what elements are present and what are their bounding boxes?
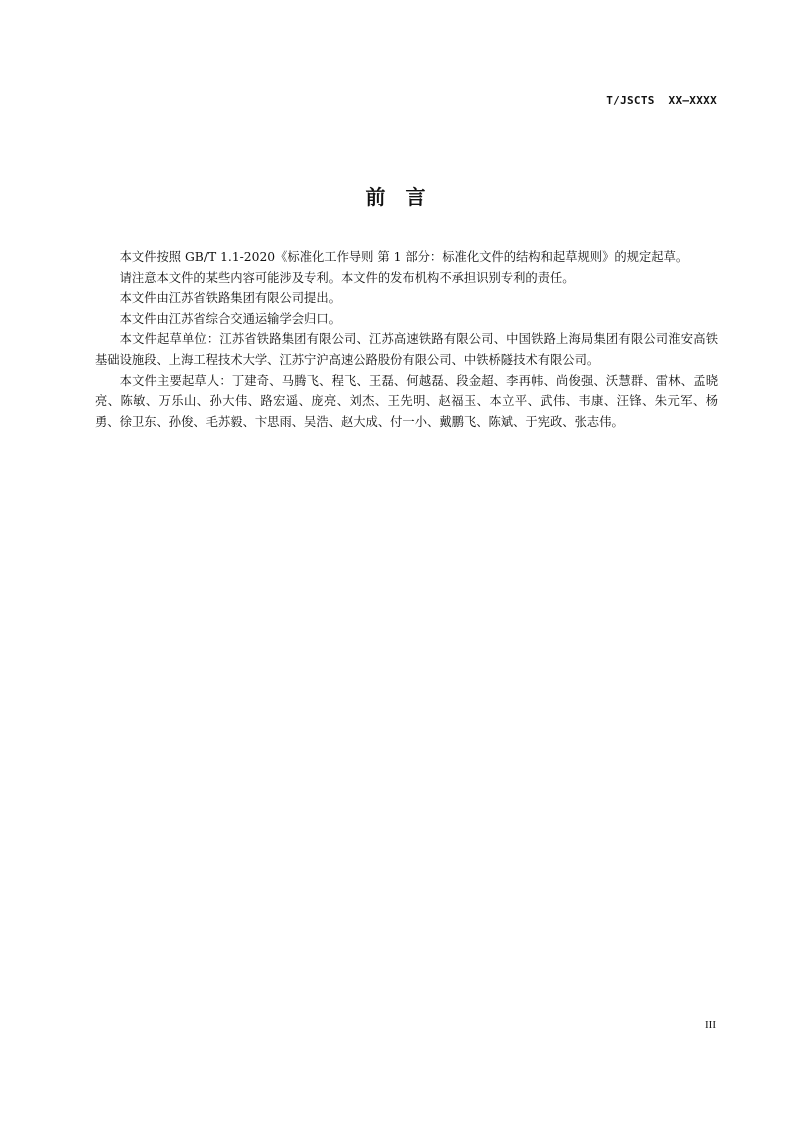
- paragraph-proposer: 本文件由江苏省铁路集团有限公司提出。: [119, 291, 341, 306]
- paragraph-standard-basis: 本文件按照 GB/T 1.1-2020《标准化工作导则 第 1 部分：标准化文件的结构和起草规则》的规定起草。: [119, 250, 689, 264]
- document-code: T/JSCTS XX—XXXX: [606, 94, 717, 107]
- paragraph-patent-notice: 请注意本文件的某些内容可能涉及专利。本文件的发布机构不承担识别专利的责任。: [119, 270, 575, 285]
- page-title: 前 言: [365, 185, 428, 209]
- paragraph-drafters: 本文件主要起草人：丁建奇、马腾飞、程飞、王磊、何越磊、段金超、李再帏、尚俊强、沃慧群、雷林、孟晓亮、陈敏、万乐山、孙大伟、路宏遥、庞亮、刘杰、王先明、赵福玉、本立平、武伟、韦康、汪锋、朱元军、杨勇、徐卫东、孙俊、毛苏毅、卞思雨、吴浩、赵大成、付一小、戴鹏飞、陈斌、于宪政、张志伟。: [95, 373, 718, 429]
- foreword-body: [95, 247, 718, 432]
- paragraph-drafting-units: 本文件起草单位：江苏省铁路集团有限公司、江苏高速铁路有限公司、中国铁路上海局集团有限公司淮安高铁基础设施段、上海工程技术大学、江苏宁沪高速公路股份有限公司、中铁桥隧技术有限公司。: [95, 332, 718, 367]
- paragraph-administrator: 本文件由江苏省综合交通运输学会归口。: [119, 311, 341, 326]
- page-number: III: [705, 1019, 716, 1031]
